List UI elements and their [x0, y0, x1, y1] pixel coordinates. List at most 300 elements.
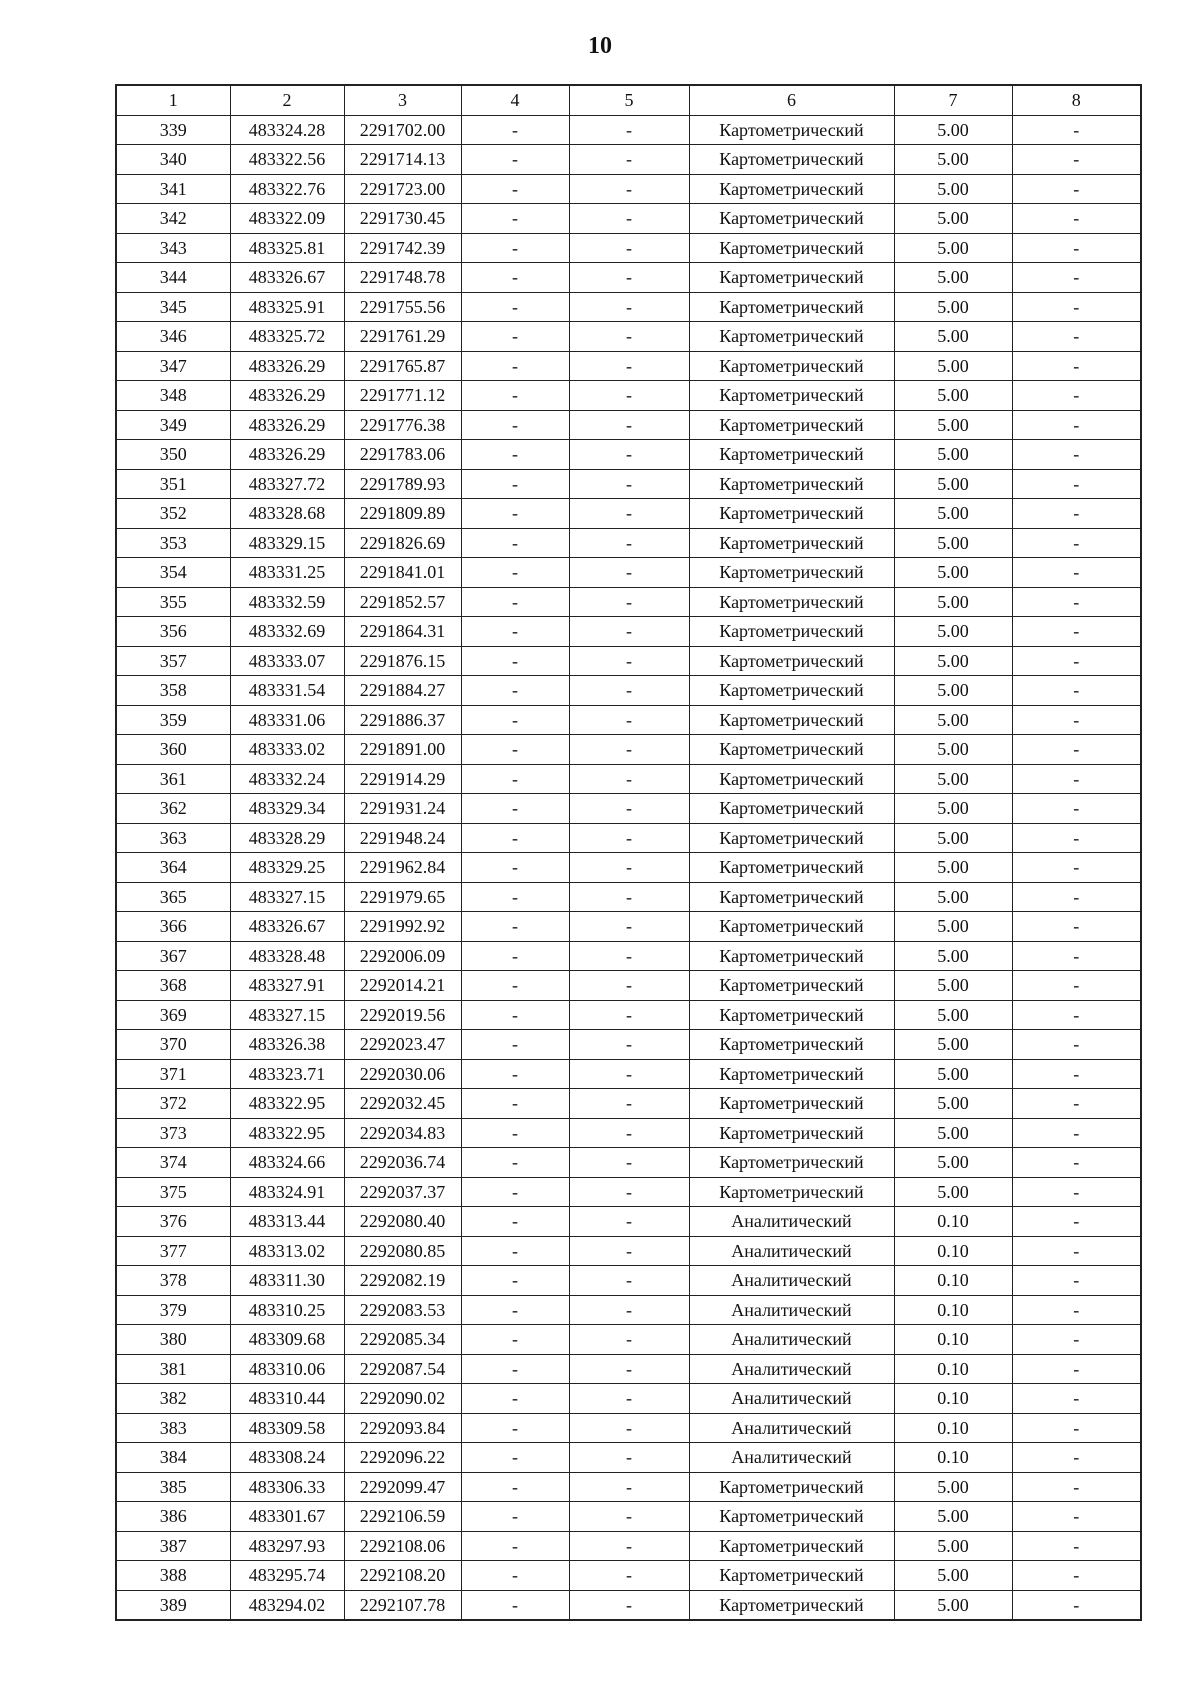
col-4-cell: - [461, 1325, 569, 1355]
point-number-cell: 361 [116, 764, 230, 794]
y-coordinate-cell: 2291776.38 [344, 410, 461, 440]
method-cell: Картометрический [689, 1177, 894, 1207]
col-8-cell: - [1012, 823, 1141, 853]
col-4-cell: - [461, 1531, 569, 1561]
point-number-cell: 341 [116, 174, 230, 204]
col-8-cell: - [1012, 1325, 1141, 1355]
accuracy-cell: 5.00 [894, 381, 1012, 411]
col-4-cell: - [461, 1030, 569, 1060]
point-number-cell: 379 [116, 1295, 230, 1325]
col-5-cell: - [569, 941, 689, 971]
method-cell: Картометрический [689, 145, 894, 175]
accuracy-cell: 5.00 [894, 233, 1012, 263]
accuracy-cell: 5.00 [894, 1000, 1012, 1030]
accuracy-cell: 5.00 [894, 558, 1012, 588]
col-8-cell: - [1012, 233, 1141, 263]
accuracy-cell: 5.00 [894, 263, 1012, 293]
y-coordinate-cell: 2291761.29 [344, 322, 461, 352]
accuracy-cell: 0.10 [894, 1236, 1012, 1266]
col-4-cell: - [461, 263, 569, 293]
accuracy-cell: 5.00 [894, 351, 1012, 381]
table-row [116, 794, 1141, 824]
x-coordinate-cell: 483326.38 [230, 1030, 344, 1060]
col-5-cell: - [569, 410, 689, 440]
table-row [116, 1089, 1141, 1119]
y-coordinate-cell: 2292096.22 [344, 1443, 461, 1473]
method-cell: Аналитический [689, 1354, 894, 1384]
col-8-cell: - [1012, 499, 1141, 529]
table-row [116, 1354, 1141, 1384]
y-coordinate-cell: 2291962.84 [344, 853, 461, 883]
col-8-cell: - [1012, 204, 1141, 234]
point-number-cell: 376 [116, 1207, 230, 1237]
col-8-cell: - [1012, 1089, 1141, 1119]
col-5-cell: - [569, 1148, 689, 1178]
table-row [116, 646, 1141, 676]
point-number-cell: 366 [116, 912, 230, 942]
y-coordinate-cell: 2291765.87 [344, 351, 461, 381]
col-4-cell: - [461, 1443, 569, 1473]
accuracy-header: 7 [894, 85, 1012, 115]
y-coordinate-cell: 2292014.21 [344, 971, 461, 1001]
y-coordinate-cell: 2292108.20 [344, 1561, 461, 1591]
method-cell: Картометрический [689, 1059, 894, 1089]
table-row [116, 1590, 1141, 1620]
table-row [116, 1177, 1141, 1207]
accuracy-cell: 5.00 [894, 1177, 1012, 1207]
x-coordinate-cell: 483328.29 [230, 823, 344, 853]
method-cell: Картометрический [689, 558, 894, 588]
method-cell: Картометрический [689, 528, 894, 558]
col-5-header: 5 [569, 85, 689, 115]
col-8-cell: - [1012, 1354, 1141, 1384]
point-number-cell: 349 [116, 410, 230, 440]
method-cell: Аналитический [689, 1207, 894, 1237]
accuracy-cell: 5.00 [894, 587, 1012, 617]
accuracy-cell: 5.00 [894, 912, 1012, 942]
col-5-cell: - [569, 1443, 689, 1473]
point-number-cell: 386 [116, 1502, 230, 1532]
col-5-cell: - [569, 1236, 689, 1266]
y-coordinate-cell: 2291809.89 [344, 499, 461, 529]
table-row [116, 381, 1141, 411]
method-cell: Картометрический [689, 646, 894, 676]
col-8-cell: - [1012, 440, 1141, 470]
point-number-cell: 368 [116, 971, 230, 1001]
col-4-cell: - [461, 115, 569, 145]
col-5-cell: - [569, 1590, 689, 1620]
x-coordinate-cell: 483324.28 [230, 115, 344, 145]
accuracy-cell: 0.10 [894, 1266, 1012, 1296]
accuracy-cell: 5.00 [894, 617, 1012, 647]
x-coordinate-cell: 483322.95 [230, 1089, 344, 1119]
col-4-cell: - [461, 440, 569, 470]
accuracy-cell: 5.00 [894, 410, 1012, 440]
x-coordinate-cell: 483322.56 [230, 145, 344, 175]
col-5-cell: - [569, 1000, 689, 1030]
y-coordinate-cell: 2291783.06 [344, 440, 461, 470]
col-4-cell: - [461, 705, 569, 735]
y-coordinate-cell: 2292037.37 [344, 1177, 461, 1207]
col-5-cell: - [569, 558, 689, 588]
table-row [116, 410, 1141, 440]
point-number-cell: 369 [116, 1000, 230, 1030]
method-cell: Картометрический [689, 1502, 894, 1532]
y-coordinate-cell: 2292023.47 [344, 1030, 461, 1060]
col-8-cell: - [1012, 469, 1141, 499]
point-number-cell: 364 [116, 853, 230, 883]
col-5-cell: - [569, 646, 689, 676]
accuracy-cell: 5.00 [894, 941, 1012, 971]
point-number-cell: 351 [116, 469, 230, 499]
col-4-cell: - [461, 1472, 569, 1502]
method-cell: Картометрический [689, 1590, 894, 1620]
accuracy-cell: 5.00 [894, 469, 1012, 499]
col-4-cell: - [461, 1236, 569, 1266]
table-row [116, 764, 1141, 794]
header-row [116, 85, 1141, 115]
col-5-cell: - [569, 233, 689, 263]
x-coordinate-cell: 483329.34 [230, 794, 344, 824]
col-4-cell: - [461, 794, 569, 824]
col-8-cell: - [1012, 1000, 1141, 1030]
point-number-cell: 343 [116, 233, 230, 263]
accuracy-cell: 0.10 [894, 1384, 1012, 1414]
accuracy-cell: 5.00 [894, 1561, 1012, 1591]
method-cell: Картометрический [689, 115, 894, 145]
col-5-cell: - [569, 882, 689, 912]
y-coordinate-cell: 2291914.29 [344, 764, 461, 794]
col-5-cell: - [569, 853, 689, 883]
accuracy-cell: 0.10 [894, 1325, 1012, 1355]
x-coordinate-cell: 483324.66 [230, 1148, 344, 1178]
y-coordinate-cell: 2292108.06 [344, 1531, 461, 1561]
col-8-cell: - [1012, 646, 1141, 676]
y-coordinate-cell: 2291702.00 [344, 115, 461, 145]
x-coordinate-cell: 483327.91 [230, 971, 344, 1001]
y-coordinate-cell: 2292030.06 [344, 1059, 461, 1089]
x-coordinate-cell: 483325.91 [230, 292, 344, 322]
col-5-cell: - [569, 1030, 689, 1060]
col-4-cell: - [461, 233, 569, 263]
col-5-cell: - [569, 676, 689, 706]
point-number-cell: 383 [116, 1413, 230, 1443]
col-4-cell: - [461, 912, 569, 942]
y-coordinate-cell: 2291992.92 [344, 912, 461, 942]
col-8-cell: - [1012, 263, 1141, 293]
y-coordinate-cell: 2291789.93 [344, 469, 461, 499]
col-8-cell: - [1012, 1236, 1141, 1266]
point-number-cell: 387 [116, 1531, 230, 1561]
accuracy-cell: 0.10 [894, 1207, 1012, 1237]
point-number-cell: 365 [116, 882, 230, 912]
x-coordinate-cell: 483309.68 [230, 1325, 344, 1355]
x-coordinate-cell: 483326.29 [230, 381, 344, 411]
accuracy-cell: 5.00 [894, 1531, 1012, 1561]
table-row [116, 1118, 1141, 1148]
y-coordinate-cell: 2291826.69 [344, 528, 461, 558]
accuracy-cell: 5.00 [894, 528, 1012, 558]
col-5-cell: - [569, 1089, 689, 1119]
x-coordinate-cell: 483329.25 [230, 853, 344, 883]
point-number-cell: 358 [116, 676, 230, 706]
col-8-cell: - [1012, 735, 1141, 765]
col-4-cell: - [461, 1266, 569, 1296]
x-coordinate-cell: 483309.58 [230, 1413, 344, 1443]
point-number-cell: 384 [116, 1443, 230, 1473]
table-row [116, 941, 1141, 971]
point-number-cell: 342 [116, 204, 230, 234]
page-number: 10 [588, 33, 612, 59]
table-row [116, 1531, 1141, 1561]
col-5-cell: - [569, 1266, 689, 1296]
table-row [116, 853, 1141, 883]
method-cell: Аналитический [689, 1384, 894, 1414]
col-4-cell: - [461, 823, 569, 853]
method-cell: Картометрический [689, 764, 894, 794]
col-4-cell: - [461, 1590, 569, 1620]
y-coordinate-cell: 2291742.39 [344, 233, 461, 263]
table-row [116, 263, 1141, 293]
point-number-cell: 360 [116, 735, 230, 765]
table-row [116, 528, 1141, 558]
col-5-cell: - [569, 617, 689, 647]
table-row [116, 204, 1141, 234]
col-8-cell: - [1012, 912, 1141, 942]
x-coordinate-cell: 483325.72 [230, 322, 344, 352]
y-coordinate-cell: 2291891.00 [344, 735, 461, 765]
col-4-cell: - [461, 853, 569, 883]
y-coordinate-cell: 2292106.59 [344, 1502, 461, 1532]
col-4-cell: - [461, 145, 569, 175]
y-coordinate-cell: 2292083.53 [344, 1295, 461, 1325]
method-cell: Картометрический [689, 971, 894, 1001]
accuracy-cell: 5.00 [894, 322, 1012, 352]
point-number-cell: 388 [116, 1561, 230, 1591]
table-row [116, 735, 1141, 765]
col-8-cell: - [1012, 764, 1141, 794]
table-body [116, 115, 1141, 1620]
point-number-cell: 378 [116, 1266, 230, 1296]
y-coordinate-cell: 2292080.40 [344, 1207, 461, 1237]
method-cell: Картометрический [689, 174, 894, 204]
col-8-cell: - [1012, 115, 1141, 145]
table-row [116, 1502, 1141, 1532]
table-row [116, 1295, 1141, 1325]
method-cell: Картометрический [689, 322, 894, 352]
col-4-cell: - [461, 1413, 569, 1443]
col-5-cell: - [569, 499, 689, 529]
x-coordinate-cell: 483306.33 [230, 1472, 344, 1502]
accuracy-cell: 0.10 [894, 1354, 1012, 1384]
point-number-cell: 362 [116, 794, 230, 824]
col-4-cell: - [461, 1295, 569, 1325]
method-cell: Картометрический [689, 1089, 894, 1119]
table-row [116, 1266, 1141, 1296]
x-coordinate-cell: 483326.29 [230, 410, 344, 440]
x-coordinate-cell: 483310.25 [230, 1295, 344, 1325]
y-coordinate-cell: 2291730.45 [344, 204, 461, 234]
accuracy-cell: 5.00 [894, 764, 1012, 794]
x-coordinate-cell: 483326.67 [230, 263, 344, 293]
y-coordinate-cell: 2291714.13 [344, 145, 461, 175]
col-5-cell: - [569, 1561, 689, 1591]
col-5-cell: - [569, 823, 689, 853]
point-number-cell: 389 [116, 1590, 230, 1620]
method-cell: Картометрический [689, 1531, 894, 1561]
col-4-cell: - [461, 351, 569, 381]
accuracy-cell: 5.00 [894, 1472, 1012, 1502]
table-row [116, 440, 1141, 470]
col-5-cell: - [569, 1384, 689, 1414]
x-coordinate-cell: 483313.02 [230, 1236, 344, 1266]
accuracy-cell: 5.00 [894, 794, 1012, 824]
point-number-cell: 355 [116, 587, 230, 617]
col-5-cell: - [569, 1413, 689, 1443]
table-row [116, 115, 1141, 145]
method-cell: Аналитический [689, 1413, 894, 1443]
col-8-cell: - [1012, 853, 1141, 883]
col-5-cell: - [569, 174, 689, 204]
col-5-cell: - [569, 1207, 689, 1237]
point-number-cell: 374 [116, 1148, 230, 1178]
col-5-cell: - [569, 1118, 689, 1148]
accuracy-cell: 5.00 [894, 499, 1012, 529]
col-8-cell: - [1012, 145, 1141, 175]
table-header [116, 85, 1141, 115]
x-coordinate-cell: 483332.24 [230, 764, 344, 794]
col-8-cell: - [1012, 676, 1141, 706]
method-cell: Картометрический [689, 1561, 894, 1591]
col-4-cell: - [461, 941, 569, 971]
accuracy-cell: 5.00 [894, 853, 1012, 883]
col-5-cell: - [569, 115, 689, 145]
accuracy-cell: 5.00 [894, 292, 1012, 322]
accuracy-cell: 5.00 [894, 204, 1012, 234]
col-8-cell: - [1012, 351, 1141, 381]
accuracy-cell: 5.00 [894, 1590, 1012, 1620]
table-row [116, 145, 1141, 175]
col-5-cell: - [569, 587, 689, 617]
y-coordinate-cell: 2292099.47 [344, 1472, 461, 1502]
col-5-cell: - [569, 1531, 689, 1561]
x-coordinate-cell: 483328.48 [230, 941, 344, 971]
method-cell: Картометрический [689, 882, 894, 912]
col-8-cell: - [1012, 174, 1141, 204]
method-cell: Картометрический [689, 794, 894, 824]
col-8-cell: - [1012, 1207, 1141, 1237]
col-8-cell: - [1012, 1295, 1141, 1325]
col-8-cell: - [1012, 1472, 1141, 1502]
point-number-cell: 346 [116, 322, 230, 352]
col-8-cell: - [1012, 882, 1141, 912]
point-number-cell: 382 [116, 1384, 230, 1414]
method-cell: Картометрический [689, 912, 894, 942]
method-cell: Картометрический [689, 351, 894, 381]
table-row [116, 1472, 1141, 1502]
table-row [116, 882, 1141, 912]
table-row [116, 587, 1141, 617]
point-number-cell: 363 [116, 823, 230, 853]
x-coordinate-cell: 483295.74 [230, 1561, 344, 1591]
x-coordinate-cell: 483310.44 [230, 1384, 344, 1414]
col-8-cell: - [1012, 1561, 1141, 1591]
x-coordinate-cell: 483313.44 [230, 1207, 344, 1237]
col-4-cell: - [461, 1089, 569, 1119]
accuracy-cell: 5.00 [894, 1502, 1012, 1532]
table-row [116, 971, 1141, 1001]
point-number-cell: 339 [116, 115, 230, 145]
y-coordinate-cell: 2291723.00 [344, 174, 461, 204]
table-row [116, 676, 1141, 706]
x-coordinate-cell: 483327.15 [230, 882, 344, 912]
col-4-cell: - [461, 174, 569, 204]
col-4-cell: - [461, 971, 569, 1001]
col-4-cell: - [461, 735, 569, 765]
y-coordinate-cell: 2291979.65 [344, 882, 461, 912]
y-coordinate-cell: 2291931.24 [344, 794, 461, 824]
col-4-cell: - [461, 322, 569, 352]
method-cell: Картометрический [689, 676, 894, 706]
col-5-cell: - [569, 764, 689, 794]
y-coordinate-cell: 2292032.45 [344, 1089, 461, 1119]
method-cell: Картометрический [689, 587, 894, 617]
x-coordinate-cell: 483325.81 [230, 233, 344, 263]
point-number-cell: 354 [116, 558, 230, 588]
table-row [116, 1236, 1141, 1266]
table-row [116, 705, 1141, 735]
table-row [116, 617, 1141, 647]
x-coordinate-cell: 483326.67 [230, 912, 344, 942]
method-cell: Картометрический [689, 499, 894, 529]
table-row [116, 351, 1141, 381]
col-5-cell: - [569, 351, 689, 381]
method-cell: Картометрический [689, 410, 894, 440]
col-4-cell: - [461, 1118, 569, 1148]
point-number-cell: 356 [116, 617, 230, 647]
accuracy-cell: 5.00 [894, 705, 1012, 735]
table-row [116, 1207, 1141, 1237]
col-5-cell: - [569, 971, 689, 1001]
y-coordinate-cell: 2291852.57 [344, 587, 461, 617]
method-header: 6 [689, 85, 894, 115]
table-row [116, 233, 1141, 263]
col-4-cell: - [461, 1354, 569, 1384]
method-cell: Картометрический [689, 440, 894, 470]
table-row [116, 469, 1141, 499]
table-row [116, 823, 1141, 853]
accuracy-cell: 5.00 [894, 823, 1012, 853]
y-coordinate-cell: 2292087.54 [344, 1354, 461, 1384]
table-row [116, 558, 1141, 588]
col-5-cell: - [569, 1325, 689, 1355]
x-coordinate-cell: 483331.25 [230, 558, 344, 588]
accuracy-cell: 5.00 [894, 145, 1012, 175]
col-5-cell: - [569, 469, 689, 499]
y-coordinate-cell: 2291841.01 [344, 558, 461, 588]
y-coordinate-cell: 2292034.83 [344, 1118, 461, 1148]
point-number-cell: 352 [116, 499, 230, 529]
col-4-cell: - [461, 617, 569, 647]
point-number-cell: 381 [116, 1354, 230, 1384]
point-number-cell: 370 [116, 1030, 230, 1060]
col-5-cell: - [569, 1059, 689, 1089]
point-number-cell: 375 [116, 1177, 230, 1207]
accuracy-cell: 5.00 [894, 1089, 1012, 1119]
method-cell: Картометрический [689, 1148, 894, 1178]
method-cell: Аналитический [689, 1236, 894, 1266]
x-coordinate-cell: 483324.91 [230, 1177, 344, 1207]
